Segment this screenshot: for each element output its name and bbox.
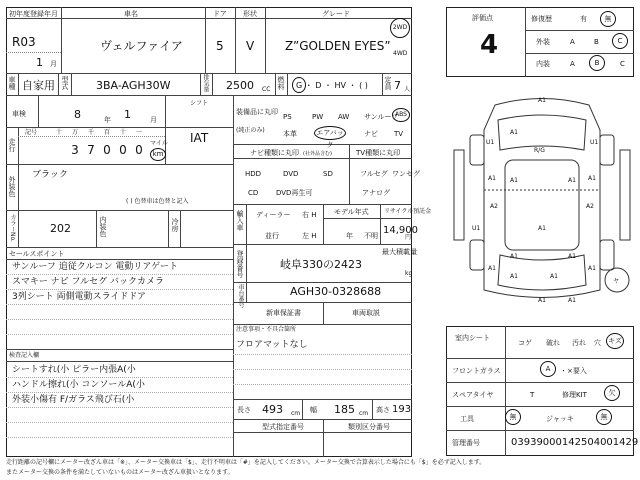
- notes-label: 注意事項・不具合箇所: [236, 326, 297, 333]
- score-label: 評価点: [472, 14, 493, 22]
- divider: [61, 7, 62, 73]
- warranty-new-label: 新車保証書: [266, 309, 301, 317]
- divider: [18, 210, 19, 247]
- diagram-code: A1: [510, 129, 518, 136]
- class-number-label: 類別区分番号: [348, 423, 390, 431]
- divider: [233, 432, 412, 433]
- divider: [323, 419, 324, 457]
- mileage-label: 走行: [8, 138, 16, 152]
- divider: [265, 7, 266, 73]
- divider: [71, 73, 72, 95]
- inspector-note-line-3: 外装小傷有 F/ガラス飛び石(小: [12, 395, 135, 405]
- seat-item-koge: コゲ: [518, 339, 532, 347]
- inspector-note-line-1: シートすれ(小 ピラー内張A(小: [12, 365, 136, 375]
- divider: [525, 7, 526, 77]
- divider: [233, 282, 412, 283]
- fuel-selected-circle: [292, 77, 306, 93]
- diagram-right-mark: ヤ: [613, 278, 620, 285]
- equipment-sub: (純正のみ): [236, 127, 265, 134]
- inspection-month: 1: [124, 108, 131, 121]
- divider: [200, 73, 201, 95]
- mileage-digit-label: 千: [88, 129, 95, 136]
- use-label: 車種: [8, 76, 16, 90]
- tv-fullseg: フルセグ: [360, 170, 388, 178]
- shift-label: シフト: [190, 100, 209, 107]
- divider: [233, 369, 412, 370]
- exterior-label: 外装色: [8, 176, 16, 197]
- front-glass-b: ・×要入: [560, 367, 587, 375]
- wear-selected-circled: 無: [600, 11, 616, 27]
- unit-km-circled: km: [150, 148, 166, 161]
- seat-item-yogore: 汚れ: [572, 339, 586, 347]
- divider: [233, 324, 412, 325]
- recycle-unit: 円: [405, 234, 412, 241]
- divider: [233, 384, 412, 385]
- divider: [18, 73, 19, 95]
- interior-option-a: A: [570, 60, 575, 68]
- equip-airbag-circled: エアバック: [314, 126, 346, 140]
- drive-2wd-circled: 2WD: [390, 18, 410, 38]
- divider: [349, 144, 350, 204]
- length-label: 長さ: [237, 406, 251, 414]
- tools-value-circled: 無: [505, 409, 521, 425]
- recycle-label: リサイクル預託金: [384, 208, 432, 215]
- divider: [58, 73, 59, 95]
- capacity-value: 7: [394, 79, 401, 92]
- divider: [525, 53, 634, 54]
- equip-ps: PS: [283, 113, 292, 121]
- capacity-label: 定員: [384, 76, 392, 90]
- equip-sunroof: サンルーフ: [364, 113, 399, 121]
- exterior-option-a: A: [570, 38, 575, 46]
- divider: [233, 158, 412, 159]
- grade: Z”GOLDEN EYES”: [285, 39, 391, 53]
- diagram-code: A1: [488, 175, 496, 182]
- plate-value: 岐阜330の2423: [280, 258, 362, 271]
- mileage-digit-label: 万: [72, 129, 79, 136]
- diagram-code: A1: [510, 177, 518, 184]
- wear-option-yes: 有: [580, 15, 587, 23]
- divider: [6, 319, 233, 320]
- diagram-code: A1: [538, 225, 546, 232]
- mileage-digit: 7: [87, 143, 95, 157]
- front-glass-label: フロントガラス: [452, 367, 501, 375]
- width-value: 185: [334, 403, 355, 416]
- equip-pw: PW: [312, 113, 324, 121]
- color-no-label: カラーNo.: [9, 214, 16, 242]
- color-no-value: 202: [50, 222, 71, 235]
- tools-label: 工具: [460, 415, 474, 423]
- divider: [6, 18, 412, 19]
- import-label: 輸入車: [236, 210, 244, 231]
- seller-point-line-1: サンルーフ 追従クルコン 電動リアゲート: [12, 262, 179, 272]
- fuel-label: 燃料: [277, 76, 285, 90]
- interior-option-c: C: [620, 60, 625, 68]
- mileage-digit: 0: [119, 143, 127, 157]
- model-value: 3BA-AGH30W: [96, 79, 171, 92]
- wear-label: 修復歴: [531, 15, 552, 23]
- manage-value: 03939000142504001429: [511, 437, 639, 448]
- exterior-score-label: 外装: [536, 38, 550, 46]
- nav-dvd: DVD: [283, 170, 299, 178]
- spare-kit: 修理KIT: [562, 391, 587, 399]
- capacity-unit: 人: [404, 86, 411, 93]
- nav-cd: CD: [248, 189, 259, 197]
- height-label: 高さ: [376, 406, 390, 414]
- warranty-manual-label: 車両取説: [352, 309, 380, 317]
- height-value: 193: [392, 404, 412, 415]
- divider: [246, 204, 247, 244]
- mileage-digit-label: 十: [56, 129, 63, 136]
- divider: [205, 7, 206, 73]
- diagram-code: A1: [538, 297, 546, 304]
- diagram-code: A1: [510, 253, 518, 260]
- nav-title: ナビ種類に丸印: [250, 149, 299, 157]
- inspector-notes-label: 検査記入欄: [9, 352, 40, 359]
- divider: [246, 282, 247, 302]
- divider: [233, 354, 412, 355]
- model-year-unit: 年: [346, 232, 353, 240]
- plate-label: 登録番号: [236, 250, 244, 278]
- chassis-label: 車台番号: [237, 284, 244, 308]
- diagram-code: A2: [490, 203, 498, 210]
- divider: [505, 326, 506, 456]
- divider: [180, 210, 181, 247]
- divider: [233, 144, 412, 145]
- import-dealer: ディーラー: [256, 211, 291, 219]
- seat-label: 室内シート: [455, 334, 490, 342]
- seller-points-label: セールスポイント: [9, 250, 65, 258]
- interior-color-label: 内装色: [99, 216, 107, 237]
- exterior-color: ブラック: [32, 170, 68, 180]
- tv-oneseg: ワンセグ: [392, 170, 420, 178]
- divider: [275, 73, 276, 95]
- shape: V: [246, 39, 255, 53]
- fuel-options: G ・ D ・ HV ・ ( ): [296, 81, 368, 90]
- spare-t: T: [530, 391, 535, 399]
- mileage-digit-label: 一: [136, 129, 143, 136]
- notes-text: フロアマットなし: [236, 340, 308, 350]
- score-value: 4: [480, 30, 499, 60]
- divider: [6, 377, 233, 378]
- divider: [18, 164, 19, 210]
- divider: [233, 399, 412, 400]
- divider: [168, 210, 169, 247]
- car-name: ヴェルファイア: [100, 39, 183, 53]
- footer-line-1: 走行距離の記号欄にメーター改ざん車は「※」、メーター交換車は「$」、走行不明車は「#」を記入してください。メーター交換で合算表示した場合にも「$」を必ず記入します。: [6, 459, 486, 466]
- divider: [6, 361, 233, 362]
- divider: [233, 244, 412, 245]
- divider: [212, 73, 213, 95]
- model-label: 型式: [61, 76, 69, 90]
- diagram-code: A1: [550, 273, 558, 280]
- divider: [6, 73, 412, 74]
- recycle-value: 14,900: [383, 225, 418, 236]
- use-value: 自家用: [22, 79, 55, 92]
- divider: [6, 52, 61, 53]
- divider: [6, 392, 233, 393]
- first-reg-era: R03: [12, 35, 36, 49]
- divider: [446, 430, 634, 431]
- inspection-year: 8: [74, 108, 81, 121]
- nav-sub: (社外品含む): [303, 151, 332, 157]
- diagram-code: A1: [568, 253, 576, 260]
- front-glass-a-circled: A: [540, 361, 556, 377]
- divider: [6, 437, 233, 438]
- jack-value-circled: 無: [596, 409, 612, 425]
- grade-label: グレード: [322, 10, 350, 18]
- chassis-value: AGH30-0328688: [290, 285, 382, 298]
- first-reg-label: 初年度登録年月: [9, 10, 58, 18]
- doors: 5: [216, 39, 224, 53]
- equipment-title: 装備品に丸印: [236, 108, 278, 116]
- drive-4wd: 4WD: [393, 50, 408, 57]
- nav-dvd-play: DVD再生可: [276, 189, 313, 197]
- divider: [446, 358, 634, 359]
- length-unit: cm: [291, 410, 301, 417]
- type-number-label: 型式指定番号: [262, 423, 304, 431]
- unit-mile: マイル: [150, 140, 168, 147]
- diagram-code: A1: [510, 273, 518, 280]
- inspector-note-line-2: ハンドル擦れ(小 コンソールA(小: [12, 380, 145, 390]
- diagram-code: A1: [588, 175, 596, 182]
- import-left: 左 H: [302, 232, 317, 240]
- diagram-code: A1: [538, 97, 546, 104]
- seller-point-line-2: スマキー ナビ フルセグ バックカメラ: [12, 277, 165, 287]
- diagram-center: R/G: [534, 147, 545, 154]
- nav-sd: SD: [323, 170, 333, 178]
- diagram-code: A1: [568, 297, 576, 304]
- car-diagram: [450, 90, 634, 320]
- divider: [6, 334, 233, 335]
- diagram-code: A1: [568, 177, 576, 184]
- divider: [246, 244, 247, 282]
- inspection-label: 車検: [12, 110, 26, 118]
- seat-selected-circled: キズ: [606, 333, 624, 349]
- divider: [233, 95, 234, 457]
- tv-title: TV種類に丸印: [356, 149, 401, 157]
- first-reg-month: 1: [36, 56, 43, 69]
- equip-leather: 本革: [283, 130, 297, 138]
- diagram-code: U1: [472, 225, 481, 232]
- exterior-note: ( ) 色替車は色替と記入: [126, 198, 189, 205]
- max-load-label: 最大積載量: [382, 248, 417, 256]
- length-value: 493: [262, 403, 283, 416]
- divider: [446, 382, 634, 383]
- manage-label: 管理番号: [452, 439, 480, 447]
- diagram-code: U1: [590, 139, 599, 146]
- mileage-kisai-label: 記号: [25, 129, 38, 136]
- import-parallel: 並行: [265, 232, 279, 240]
- spare-label: スペアタイヤ: [452, 391, 494, 399]
- mileage-digit: 0: [135, 143, 143, 157]
- diagram-code: A2: [586, 203, 594, 210]
- interior-score-label: 内装: [536, 60, 550, 68]
- divider: [96, 210, 97, 247]
- inspection-month-unit: 月: [150, 116, 157, 124]
- equip-abs-circled: ABS: [392, 108, 410, 122]
- seat-item-ana: 穴: [594, 339, 601, 347]
- diagram-code: A1: [488, 265, 496, 272]
- divider: [235, 7, 236, 73]
- divider: [6, 95, 412, 96]
- divider: [6, 422, 233, 423]
- divider: [323, 218, 412, 219]
- max-load-unit: kg: [405, 270, 413, 277]
- divider: [323, 204, 324, 244]
- divider: [18, 127, 19, 164]
- interior-selected-circled: B: [589, 55, 605, 71]
- divider: [38, 95, 39, 127]
- displacement-value: 2500: [226, 79, 254, 92]
- divider: [323, 302, 324, 324]
- mileage-digit: 3: [71, 143, 79, 157]
- exterior-selected-circled: C: [612, 33, 628, 49]
- model-year-label: モデル年式: [334, 208, 369, 216]
- spare-none-circled: 欠: [604, 385, 620, 401]
- divider: [6, 210, 233, 211]
- door-label: ドア: [213, 10, 227, 18]
- mileage-digit: 0: [103, 143, 111, 157]
- divider: [382, 73, 383, 95]
- equip-navi: ナビ: [364, 130, 378, 138]
- seller-point-line-3: 3列シート 両側電動スライドドア: [12, 292, 147, 302]
- divider: [6, 289, 233, 290]
- displacement-label: 排気量: [202, 74, 209, 92]
- divider: [6, 274, 233, 275]
- mileage-digit-label: 百: [104, 129, 111, 136]
- divider: [6, 349, 233, 350]
- nav-hdd: HDD: [245, 170, 262, 178]
- displacement-unit: CC: [262, 86, 271, 93]
- diagram-code: U1: [486, 139, 495, 146]
- month-unit: 月: [50, 60, 57, 68]
- car-name-label: 車名: [124, 10, 138, 18]
- shift-value: IAT: [190, 131, 209, 145]
- divider: [6, 407, 233, 408]
- footer-line-2: またメーター交換の条件を満たしていないものはメーター改ざん車扱いとなります。: [6, 469, 234, 476]
- equip-aw: AW: [338, 113, 350, 121]
- inspection-year-unit: 年: [104, 116, 111, 124]
- diagram-code: A1: [588, 265, 596, 272]
- equip-tv: TV: [394, 130, 404, 138]
- divider: [6, 247, 233, 248]
- shape-label: 形状: [243, 10, 257, 18]
- mileage-digit-label: 十: [120, 129, 127, 136]
- tv-analog: アナログ: [362, 189, 390, 197]
- divider: [446, 406, 634, 407]
- divider: [287, 73, 288, 95]
- divider: [6, 127, 233, 128]
- divider: [6, 164, 233, 165]
- divider: [302, 399, 303, 419]
- divider: [380, 204, 381, 244]
- coldcool-label: 冷房: [171, 218, 179, 232]
- width-label: 幅: [310, 406, 317, 414]
- seat-item-yabure: 破れ: [546, 339, 560, 347]
- width-unit: cm: [359, 410, 369, 417]
- import-right: 右 H: [302, 211, 317, 219]
- exterior-option-b: B: [594, 38, 599, 46]
- divider: [6, 304, 233, 305]
- divider: [525, 30, 634, 31]
- divider: [372, 399, 373, 419]
- jack-label: ジャッキ: [546, 415, 574, 423]
- model-year-unknown: 不明: [364, 232, 378, 240]
- divider: [6, 259, 233, 260]
